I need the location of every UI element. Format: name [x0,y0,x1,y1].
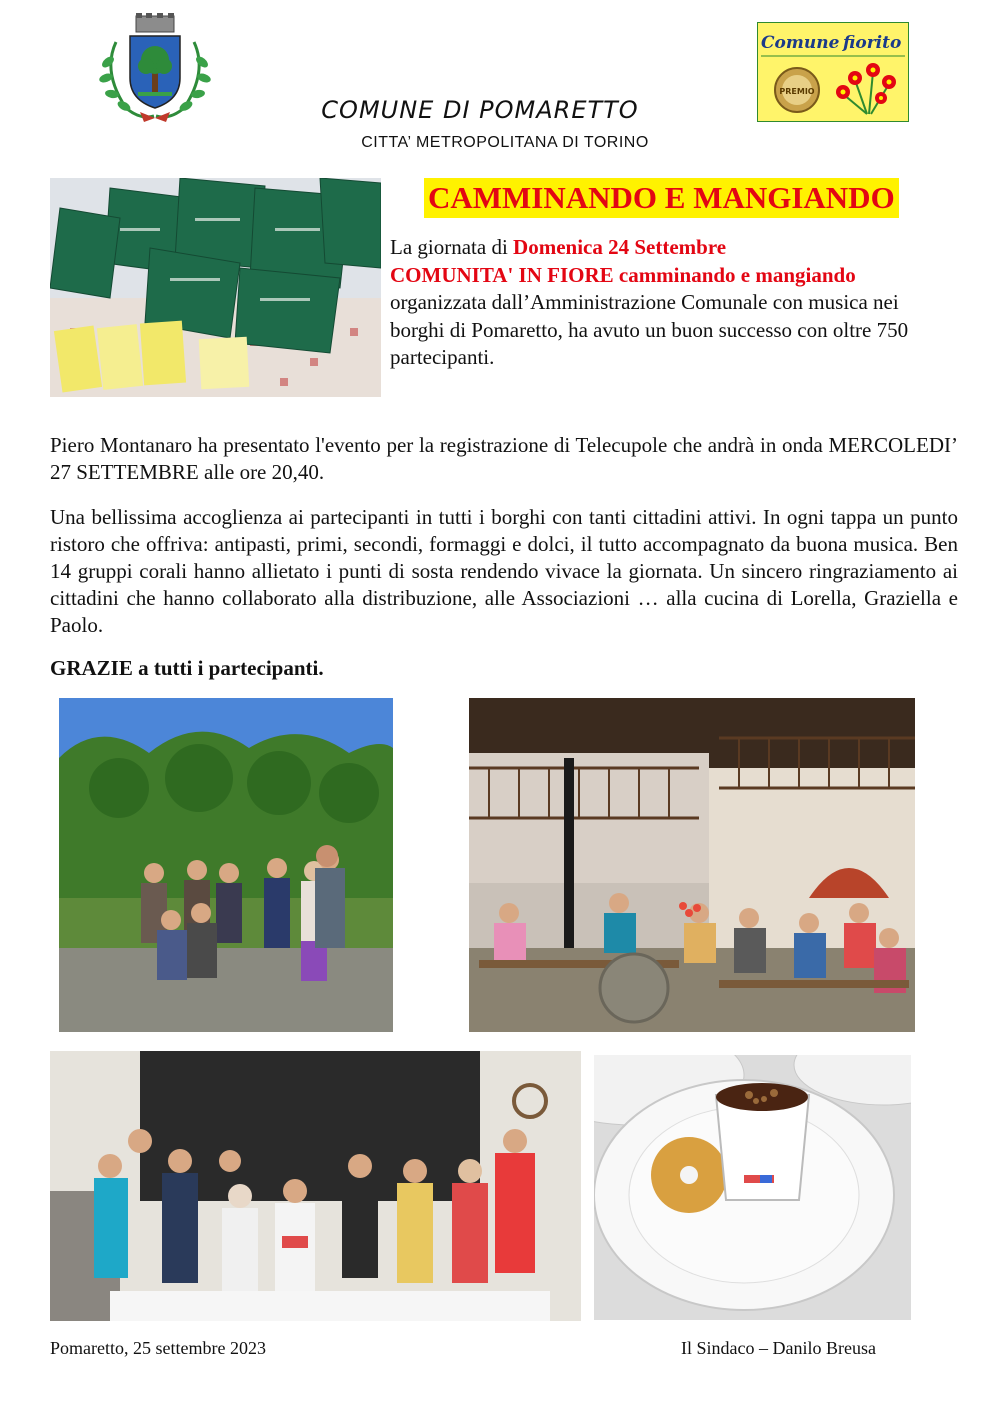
badge-brand-word2: fiorito [843,33,902,53]
coat-of-arms-logo [96,12,214,124]
badge-brand-word1: Comune [761,33,840,53]
intro-date: Domenica 24 Settembre [513,235,727,259]
photo-courtyard-tables [469,698,915,1032]
headline: CAMMINANDO E MANGIANDO [424,178,899,218]
footer-signature: Il Sindaco – Danilo Breusa [681,1338,876,1358]
paragraph-accoglienza: Una bellissima accoglienza ai partecipanti in tutti i borghi con tanti cittadini attivi. In ogni tappa un punto ristoro che offriva: antipasti, primi, secondi, formaggi e dolci, il tutto accompagnato da buona musica. Ben 14 gruppi corali hanno allietato i punti di sosta rendendo vivace la giornata. Un sincero ringraziamento ai cittadini che hanno collaborato alla distribuzione, alle Associazioni … alla cucina di Lorella, Graziella e Paolo. [50,505,958,637]
intro-paragraph [390,234,950,372]
municipality-subtitle: CITTA’ METROPOLITANA DI TORINO [361,134,649,151]
footer-place-date: Pomaretto, 25 settembre 2023 [50,1338,266,1358]
intro-rest: organizzata dall’Amministrazione Comunale con musica nei borghi di Pomaretto, ha avuto un buon successo con oltre 750 partecipanti. [390,290,909,369]
photo-event-bags [50,178,381,397]
paragraph-telecupole: Piero Montanaro ha presentato l'evento per la registrazione di Telecupole che andrà in onda MERCOLEDI’ 27 SETTEMBRE alle ore 20,40. [50,433,958,484]
photo-group-outdoors [59,698,393,1032]
photo-kitchen-volunteers [50,1051,581,1321]
intro-prefix: La giornata di [390,235,514,259]
thanks-line: GRAZIE a tutti i partecipanti. [50,656,324,680]
comune-fiorito-badge [757,22,909,122]
photo-food-plate [594,1055,911,1320]
municipality-title: COMUNE DI POMARETTO [321,96,639,124]
badge-premio-text: PREMIO [779,87,815,96]
intro-event: COMUNITA' IN FIORE camminando e mangiando [390,262,856,287]
